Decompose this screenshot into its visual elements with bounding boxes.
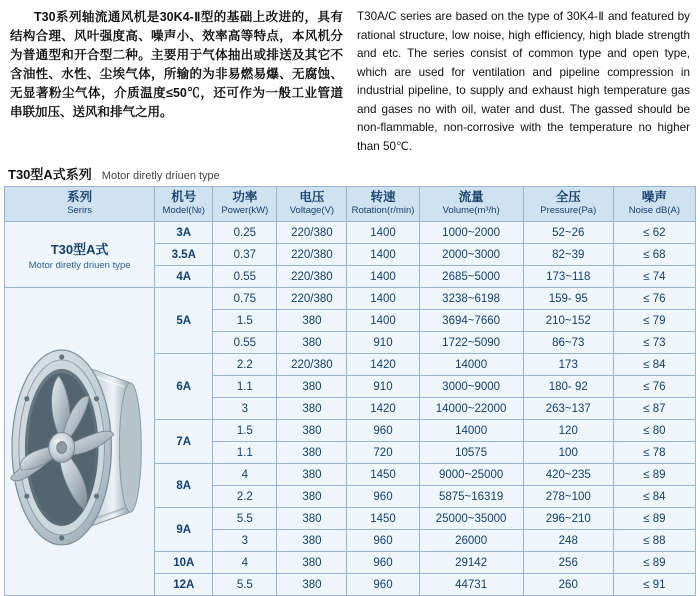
table-row xyxy=(5,222,696,244)
cell-voltage: 380 xyxy=(277,332,347,354)
cell-rotation: 1400 xyxy=(347,310,419,332)
fan-product-photo xyxy=(5,288,155,596)
cell-model: 6A xyxy=(155,354,213,420)
series-heading xyxy=(0,158,700,186)
cell-voltage: 380 xyxy=(277,486,347,508)
cell-rotation: 1400 xyxy=(347,288,419,310)
cell-pressure: 248 xyxy=(523,530,613,552)
col-header-noise-en: Noise dB(A) xyxy=(628,205,681,216)
cell-rotation: 910 xyxy=(347,376,419,398)
col-header-pressure xyxy=(523,187,613,222)
cell-noise: ≤ 76 xyxy=(613,288,695,310)
cell-power: 3 xyxy=(213,398,277,420)
col-header-rotation xyxy=(347,187,419,222)
col-header-series xyxy=(5,187,155,222)
cell-model: 3A xyxy=(155,222,213,244)
col-header-power-en: Power(kW) xyxy=(221,205,269,216)
cell-volume: 1000~2000 xyxy=(419,222,523,244)
cell-rotation: 1450 xyxy=(347,508,419,530)
cell-noise: ≤ 89 xyxy=(613,508,695,530)
cell-voltage: 380 xyxy=(277,398,347,420)
cell-rotation: 1420 xyxy=(347,398,419,420)
cell-voltage: 380 xyxy=(277,310,347,332)
col-header-model-en: Model(№) xyxy=(162,205,205,216)
cell-noise: ≤ 84 xyxy=(613,486,695,508)
cell-pressure: 82~39 xyxy=(523,244,613,266)
cell-power: 2.2 xyxy=(213,354,277,376)
cell-pressure: 52~26 xyxy=(523,222,613,244)
col-header-pressure-en: Pressure(Pa) xyxy=(540,205,597,216)
cell-voltage: 220/380 xyxy=(277,266,347,288)
cell-noise: ≤ 79 xyxy=(613,310,695,332)
cell-volume: 3694~7660 xyxy=(419,310,523,332)
spec-table xyxy=(4,186,696,596)
col-header-volume-en: Volume(m³/h) xyxy=(442,205,500,216)
cell-power: 4 xyxy=(213,464,277,486)
cell-model: 7A xyxy=(155,420,213,464)
cell-rotation: 1420 xyxy=(347,354,419,376)
cell-pressure: 173~118 xyxy=(523,266,613,288)
cell-voltage: 380 xyxy=(277,552,347,574)
cell-model: 3.5A xyxy=(155,244,213,266)
fan-svg xyxy=(5,288,154,595)
cell-volume: 5875~16319 xyxy=(419,486,523,508)
cell-model: 9A xyxy=(155,508,213,552)
cell-rotation: 960 xyxy=(347,420,419,442)
cell-rotation: 720 xyxy=(347,442,419,464)
cell-rotation: 1400 xyxy=(347,222,419,244)
cell-noise: ≤ 78 xyxy=(613,442,695,464)
cell-noise: ≤ 80 xyxy=(613,420,695,442)
cell-power: 0.55 xyxy=(213,332,277,354)
col-header-series-en: Serirs xyxy=(67,205,92,216)
cell-power: 4 xyxy=(213,552,277,574)
col-header-voltage-cn: 电压 xyxy=(299,190,325,204)
spec-table-wrapper xyxy=(0,186,700,596)
description-chinese: T30系列轴流通风机是30K4-Ⅱ型的基础上改进的，具有结构合理、风叶强度高、噪声小、效率高等特点，本风机分为普通型和开合型二种。主要用于气体抽出或排送及其它不含油性、水性、尘埃气体，所输的为非易燃易爆、无腐蚀、无显著粉尘气体，介质温度≤50℃，还可作为一般工业管道串联加压、送风和排气之用。 xyxy=(10,10,343,119)
series-name-cn: T30型A式 xyxy=(50,241,109,257)
cell-pressure: 159- 95 xyxy=(523,288,613,310)
col-header-rotation-cn: 转速 xyxy=(370,190,396,204)
cell-voltage: 380 xyxy=(277,442,347,464)
col-header-series-cn: 系列 xyxy=(67,190,93,204)
cell-voltage: 380 xyxy=(277,420,347,442)
cell-pressure: 86~73 xyxy=(523,332,613,354)
spec-table-header xyxy=(5,187,696,222)
description-section xyxy=(0,0,700,158)
table-row xyxy=(5,288,696,310)
cell-rotation: 910 xyxy=(347,332,419,354)
cell-volume: 3238~6198 xyxy=(419,288,523,310)
cell-volume: 2000~3000 xyxy=(419,244,523,266)
cell-noise: ≤ 74 xyxy=(613,266,695,288)
cell-pressure: 120 xyxy=(523,420,613,442)
cell-volume: 1722~5090 xyxy=(419,332,523,354)
series-name-cell xyxy=(5,222,155,288)
col-header-noise xyxy=(613,187,695,222)
cell-rotation: 960 xyxy=(347,574,419,596)
cell-power: 1.1 xyxy=(213,376,277,398)
cell-power: 5.5 xyxy=(213,574,277,596)
cell-model: 8A xyxy=(155,464,213,508)
cell-rotation: 960 xyxy=(347,552,419,574)
cell-pressure: 210~152 xyxy=(523,310,613,332)
cell-voltage: 380 xyxy=(277,574,347,596)
cell-noise: ≤ 62 xyxy=(613,222,695,244)
series-heading-chinese: T30型A式系列 xyxy=(8,167,92,182)
cell-voltage: 380 xyxy=(277,530,347,552)
cell-rotation: 960 xyxy=(347,530,419,552)
cell-noise: ≤ 89 xyxy=(613,552,695,574)
spec-table-body xyxy=(5,222,696,596)
cell-model: 5A xyxy=(155,288,213,354)
col-header-volume-cn: 流量 xyxy=(458,190,484,204)
cell-voltage: 220/380 xyxy=(277,288,347,310)
description-english-column xyxy=(357,8,690,156)
cell-noise: ≤ 91 xyxy=(613,574,695,596)
cell-volume: 14000 xyxy=(419,354,523,376)
cell-power: 0.55 xyxy=(213,266,277,288)
cell-voltage: 220/380 xyxy=(277,244,347,266)
cell-volume: 14000 xyxy=(419,420,523,442)
series-heading-english: Motor diretly driuen type xyxy=(101,170,220,182)
cell-power: 1.1 xyxy=(213,442,277,464)
cell-pressure: 278~100 xyxy=(523,486,613,508)
cell-rotation: 1400 xyxy=(347,244,419,266)
cell-power: 2.2 xyxy=(213,486,277,508)
cell-voltage: 220/380 xyxy=(277,354,347,376)
description-chinese-column xyxy=(10,8,343,156)
series-name-en: Motor diretly driuen type xyxy=(28,259,131,271)
fan-illustration xyxy=(5,288,154,595)
cell-voltage: 380 xyxy=(277,508,347,530)
cell-noise: ≤ 87 xyxy=(613,398,695,420)
cell-pressure: 180- 92 xyxy=(523,376,613,398)
col-header-noise-cn: 噪声 xyxy=(641,190,667,204)
cell-rotation: 1400 xyxy=(347,266,419,288)
cell-volume: 26000 xyxy=(419,530,523,552)
cell-noise: ≤ 76 xyxy=(613,376,695,398)
col-header-volume xyxy=(419,187,523,222)
cell-noise: ≤ 84 xyxy=(613,354,695,376)
col-header-voltage-en: Voltage(V) xyxy=(289,205,335,216)
cell-power: 3 xyxy=(213,530,277,552)
cell-rotation: 960 xyxy=(347,486,419,508)
cell-rotation: 1450 xyxy=(347,464,419,486)
cell-model: 4A xyxy=(155,266,213,288)
col-header-power xyxy=(213,187,277,222)
col-header-rotation-en: Rotation(r/min) xyxy=(351,205,415,216)
cell-model: 10A xyxy=(155,552,213,574)
cell-volume: 29142 xyxy=(419,552,523,574)
cell-volume: 25000~35000 xyxy=(419,508,523,530)
description-english: T30A/C series are based on the type of 30K4-Ⅱ and featured by rational structure, low noise, high efficiency, high blade strength and etc. The series consist of common type and open type, which are used for ventilation and pipeline compression in industrial pipeline, to supply and exhaust high temperature gas and gases no with oil, water and dust. The gassed should be non-flammable, non-corrosive with the temperature no higher than 50℃. xyxy=(357,10,690,153)
cell-power: 5.5 xyxy=(213,508,277,530)
cell-noise: ≤ 73 xyxy=(613,332,695,354)
cell-volume: 10575 xyxy=(419,442,523,464)
cell-pressure: 260 xyxy=(523,574,613,596)
cell-power: 1.5 xyxy=(213,310,277,332)
col-header-pressure-cn: 全压 xyxy=(555,190,581,204)
cell-model: 12A xyxy=(155,574,213,596)
cell-volume: 3000~9000 xyxy=(419,376,523,398)
cell-pressure: 420~235 xyxy=(523,464,613,486)
cell-power: 0.25 xyxy=(213,222,277,244)
header-row xyxy=(5,187,696,222)
cell-volume: 14000~22000 xyxy=(419,398,523,420)
cell-pressure: 100 xyxy=(523,442,613,464)
cell-voltage: 380 xyxy=(277,464,347,486)
col-header-model-cn: 机号 xyxy=(171,190,197,204)
cell-volume: 44731 xyxy=(419,574,523,596)
cell-noise: ≤ 89 xyxy=(613,464,695,486)
cell-noise: ≤ 88 xyxy=(613,530,695,552)
cell-volume: 2685~5000 xyxy=(419,266,523,288)
col-header-power-cn: 功率 xyxy=(232,190,258,204)
col-header-voltage xyxy=(277,187,347,222)
col-header-model xyxy=(155,187,213,222)
cell-pressure: 263~137 xyxy=(523,398,613,420)
cell-power: 0.75 xyxy=(213,288,277,310)
cell-voltage: 380 xyxy=(277,376,347,398)
cell-noise: ≤ 68 xyxy=(613,244,695,266)
cell-power: 1.5 xyxy=(213,420,277,442)
cell-pressure: 256 xyxy=(523,552,613,574)
cell-pressure: 296~210 xyxy=(523,508,613,530)
cell-pressure: 173 xyxy=(523,354,613,376)
cell-power: 0.37 xyxy=(213,244,277,266)
cell-voltage: 220/380 xyxy=(277,222,347,244)
cell-volume: 9000~25000 xyxy=(419,464,523,486)
